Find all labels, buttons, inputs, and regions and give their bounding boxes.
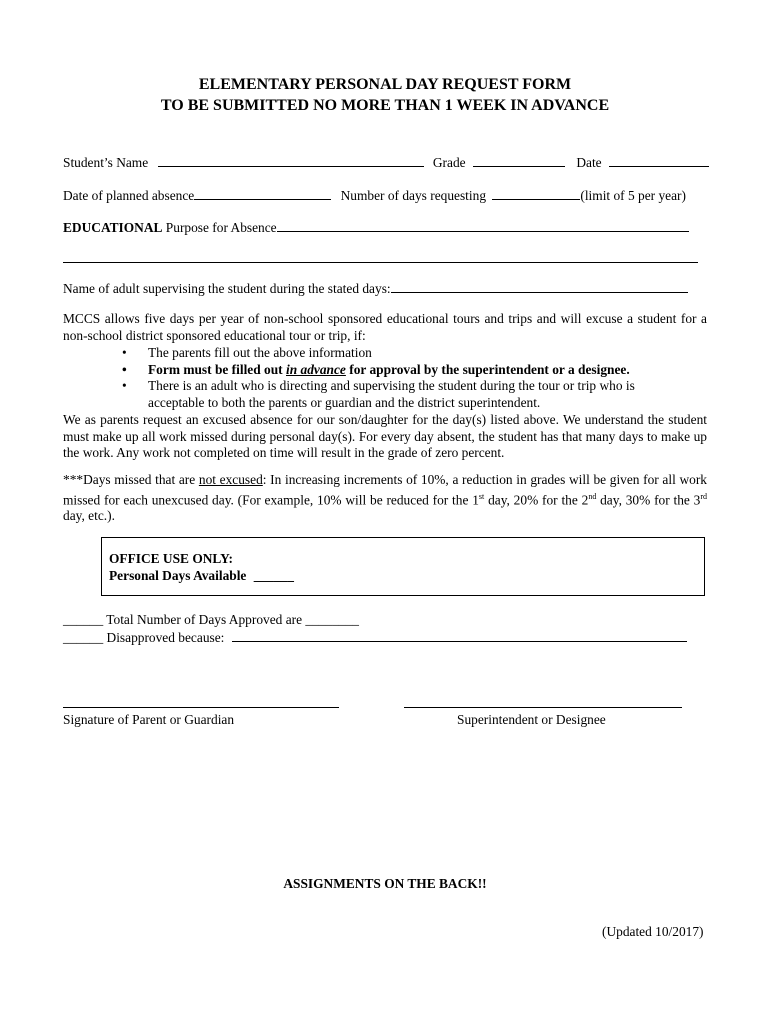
personal-days-row [109,568,294,584]
total-approved-label: Total Number of Days Approved are [103,612,306,627]
planned-absence-blank[interactable] [194,187,331,200]
purpose-blank-line2[interactable] [63,262,698,263]
student-name-blank[interactable] [158,154,424,167]
bullet-icon: • [122,345,127,360]
parents-statement: We as parents request an excused absence for our son/daughter for the day(s) listed above. We understand the student must make up all work missed during personal day(s). For every day absent, the student has that many days to make up the work. Any work not completed on time will result in the grade of zero percent. [63,412,707,460]
superintendent-signature-line[interactable] [404,707,682,708]
form-title-line2: TO BE SUBMITTED NO MORE THAN 1 WEEK IN ADVANCE [160,97,610,114]
adult-label: Name of adult supervising the student during the stated days: [63,281,391,296]
unexcused-paragraph: ***Days missed that are not excused: In increasing increments of 10%, a reduction in grades will be given for all work missed for each unexcused day. (For example, 10% will be reduced for the 1st day, 20% for the 2nd day, 30% for the 3rd day, etc.). [63,472,708,524]
adult-blank[interactable] [391,280,688,293]
days-requesting-label: Number of days requesting [340,188,487,203]
planned-absence-label: Date of planned absence [63,188,195,203]
personal-days-label: Personal Days Available [109,568,247,583]
date-label: Date [576,155,602,170]
list-item: • The parents fill out the above information [122,345,372,360]
parent-signature-line[interactable] [63,707,339,708]
total-approved-trailing[interactable]: ________ [305,612,359,627]
office-use-heading: OFFICE USE ONLY: [109,551,234,566]
student-name-row [63,154,709,171]
personal-days-blank[interactable]: ______ [253,568,294,583]
total-approved-row [63,612,359,628]
updated-note: (Updated 10/2017) [602,924,704,939]
limit-note: (limit of 5 per year) [580,188,686,203]
date-blank[interactable] [609,154,709,167]
list-item: • Form must be filled out in advance for approval by the superintendent or a designee. [122,361,630,377]
purpose-row [63,219,689,236]
policy-conditions-list [118,345,678,411]
parent-signature-label: Signature of Parent or Guardian [63,712,235,727]
disapproved-reason-blank[interactable] [232,629,687,642]
purpose-blank[interactable] [277,219,689,232]
grade-label: Grade [432,155,466,170]
grade-blank[interactable] [473,154,565,167]
form-title-line1: ELEMENTARY PERSONAL DAY REQUEST FORM [198,76,572,93]
assignments-note: ASSIGNMENTS ON THE BACK!! [283,876,487,891]
superintendent-signature-label: Superintendent or Designee [457,712,606,727]
bullet-icon: • [122,378,127,393]
bullet-icon: • [122,361,127,377]
office-use-box [101,537,705,596]
planned-absence-row [63,187,686,204]
days-requesting-blank[interactable] [492,187,580,200]
purpose-label: Purpose for Absence [162,220,277,235]
student-name-label: Student’s Name [63,155,149,170]
adult-row [63,280,688,297]
policy-intro: MCCS allows five days per year of non-school sponsored educational tours and trips and will excuse a student for a non-school district sponsored educational tour or trip, if: [63,311,707,343]
list-item: • There is an adult who is directing and supervising the student during the tour or trip who is acceptable to both the parents or guardian and the district superintendent. [122,378,635,410]
disapproved-label: Disapproved because: [103,630,225,645]
disapproved-blank[interactable]: ______ [63,630,104,645]
disapproved-row [63,629,687,646]
total-approved-blank[interactable]: ______ [63,612,104,627]
educational-label: EDUCATIONAL [63,220,163,235]
